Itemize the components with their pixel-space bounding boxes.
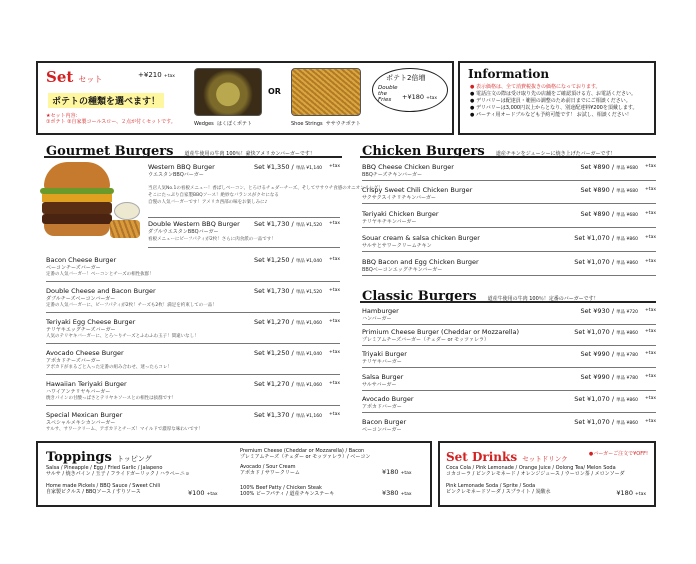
- drinks-line-1: Coca Cola / Pink Lemonade / Orange Juice / Oolong Tea/ Melon Soda コカコーラ / ピンクレモネード / オレンジジュース / ウーロン茶 / メロンソーダ: [446, 465, 625, 477]
- set-price: +¥210 +tax: [138, 71, 175, 79]
- double-fries-price: +¥180 +tax: [402, 93, 438, 101]
- toppings-group-1: Salsa / Pineapple / Egg / Fried Garlic / Jalapeno サルサ / 焼きパイン / 玉子 / フライドガーリック / ハラペーニョ: [46, 465, 190, 477]
- info-list: [470, 84, 637, 119]
- menu-item: Avocado Burger アボカドバーガー Set ¥1,070 / 単品 ¥860 +tax: [362, 395, 656, 411]
- info-box: [458, 61, 656, 135]
- menu-item: Western BBQ Burger ウエスタンBBQバーガー 当店人気No.1の看板メニュー！香ばしベーコン、とろけるチェダーチーズ、そしてササウチ食感のオニオンリング！ そこにたっぷり自家製BBQソース！絶妙なバランスがクセになる 自慢の人気バーガーです！アメリカ西部の味をお楽しみに♪ Set ¥1,350 / 単品 ¥1,140 +tax: [148, 163, 340, 216]
- gourmet-list-2: [148, 220, 340, 250]
- menu-item: Special Mexican Burger スペシャルメキシカンバーガー サルサ、サワークリーム、アボカドとチーズ！マイルドで濃厚な味わいです！ Set ¥1,370 / 単品 ¥1,160 +tax: [46, 411, 340, 432]
- menu-item: BBQ Bacon and Egg Chicken Burger BBQベーコンエッグチキンバーガー Set ¥1,070 / 単品 ¥860 +tax: [362, 258, 656, 274]
- gourmet-list-3: [46, 256, 340, 432]
- menu-item: Teriyaki Egg Cheese Burger テリヤキエッグチーズバーガー 人気のテリヤキバーガーに、とろ〜りチーズとふわふわ玉子！間違いなし！ Set ¥1,270 / 単品 ¥1,060 +tax: [46, 318, 340, 342]
- chicken-list: [362, 163, 656, 283]
- gourmet-list: [148, 163, 383, 223]
- double-fries-en: Double the Fries: [378, 85, 398, 103]
- drinks-price: ¥180 +tax: [616, 489, 646, 497]
- chicken-header: Chicken Burgers 道産チキンをジューシーに焼き上げたバーガーです！: [362, 144, 616, 159]
- toppings-title: Toppings トッピング: [46, 450, 152, 465]
- shoestrings-photo: [291, 68, 361, 116]
- set-prompt: ポテトの種類を選べます！: [48, 93, 164, 108]
- info-line: ● 電話注文の際は受け取り先の店舗をご確認頂ける方、お電話ください。: [470, 91, 636, 97]
- classic-header-rule: [360, 301, 656, 303]
- toppings-price-100: ¥100 +tax: [188, 489, 218, 497]
- toppings-group-3: Premium Cheese (Cheddar or Mozzarella) / Bacon プレミアムチーズ（チェダー or モッツァレラ）/ ベーコン: [240, 448, 371, 460]
- chicken-header-rule: [360, 156, 656, 158]
- info-line: ● デリバリーは3,000円以上からとなり、別途配達料¥200を頂戴します。: [470, 105, 638, 111]
- wedges-photo: [194, 68, 262, 116]
- gourmet-header-rule: [44, 156, 342, 158]
- menu-item: Avocado Cheese Burger アボカドチーズバーガー アボカドがまるごと入った定番の組み合わせ、迷ったらコレ！ Set ¥1,250 / 単品 ¥1,040 +tax: [46, 349, 340, 373]
- drinks-note: ●バーガーご注文で¥OFF!: [588, 451, 648, 457]
- menu-item: Triyaki Burger テリヤキバーガー Set ¥990 / 単品 ¥780 +tax: [362, 350, 656, 366]
- drinks-box: [438, 441, 656, 507]
- menu-item: BBQ Cheese Chicken Burger BBQチーズチキンバーガー Set ¥890 / 単品 ¥680 +tax: [362, 163, 656, 179]
- info-line: ● パーティ用オードブルなども予約可能です！ お試し、相談ください！: [470, 112, 632, 118]
- toppings-group-2: Home made Pickels / BBQ Sauce / Sweet Chili 自家製ピクルス / BBQソース / すりソース: [46, 483, 161, 495]
- info-line: ● 表示価格は、全て消費税抜きの価格になっております。: [470, 84, 601, 90]
- menu-item: Double Western BBQ Burger ダブルウエスタンBBQバーガー 看板メニューにビーフパティが2枚！さらに肉食派の一品です！ Set ¥1,730 / 単品 ¥1,520 +tax: [148, 220, 340, 246]
- menu-item: Salsa Burger サルサバーガー Set ¥990 / 単品 ¥780 +tax: [362, 373, 656, 389]
- toppings-price-380: ¥380 +tax: [382, 489, 412, 497]
- set-title: Set セット: [46, 68, 103, 86]
- toppings-box: [36, 441, 432, 507]
- menu-item: Primium Cheese Burger (Cheddar or Mozzarella) プレミアムチーズバーガー（チェダー or モッツァレラ） Set ¥1,070 / 単品 ¥860 +tax: [362, 328, 656, 344]
- toppings-group-4: Avocado / Sour Cream アボカド / サワークリーム: [240, 464, 300, 476]
- or-label: OR: [268, 87, 281, 96]
- menu-item: Hamburger ハンバーガー Set ¥930 / 単品 ¥720 +tax: [362, 307, 656, 323]
- classic-header: Classic Burgers 道産牛使用の牛肉 100％！定番のバーガーです！: [362, 289, 599, 304]
- menu-item: Bacon Cheese Burger ベーコンチーズバーガー 定番の人気バーガー！ベーコンとチーズの相性抜群！ Set ¥1,250 / 単品 ¥1,040 +tax: [46, 256, 340, 280]
- toppings-price-180: ¥180 +tax: [382, 468, 412, 476]
- classic-list: [362, 307, 656, 435]
- shoestrings-label: Shoe Strings ササウチポテト: [291, 121, 361, 127]
- menu-item: Crispy Sweet Chili Chicken Burger サクサクスイチリチキンバーガー Set ¥890 / 単品 ¥680 +tax: [362, 186, 656, 202]
- menu-item: Teriyaki Chicken Burger テリヤキチキンバーガー Set ¥890 / 単品 ¥680 +tax: [362, 210, 656, 226]
- drinks-title: Set Drinks セットドリンク: [446, 450, 568, 464]
- burger-photo: [36, 162, 142, 242]
- info-title: Information: [468, 67, 550, 81]
- menu-item: Bacon Burger ベーコンバーガー Set ¥1,070 / 単品 ¥860 +tax: [362, 418, 656, 433]
- set-box: [36, 61, 454, 135]
- gourmet-header: Gourmet Burgers 道産牛使用の牛肉 100％！豪快アメリカンバーガーです！: [46, 144, 315, 159]
- set-note: ★セット内容： ①ポテト ②自家製コールスロー、２点が付くセットです。: [46, 113, 176, 125]
- drinks-line-2: Pink Lemonade Soda / Sprite / Soda ピンクレモネードソーダ / スプライト / 炭酸水: [446, 483, 551, 495]
- menu-item: Souar cream & salsa chicken Burger サルサとサワークリームチキン Set ¥1,070 / 単品 ¥860 +tax: [362, 234, 656, 250]
- info-line: ● デリバリーは配達員・範囲の調整のため前日までにご相談ください。: [470, 98, 631, 104]
- toppings-group-5: 100% Beef Patty / Chicken Steak 100% ビーフパティ / 道産チキンステーキ: [240, 485, 335, 497]
- menu-item: Hawaiian Teriyaki Burger ハワイアンテリヤキバーガー 焼きパインの甘酸っぱさとテリヤキソースとの相性は抜群です！ Set ¥1,270 / 単品 ¥1,060 +tax: [46, 380, 340, 404]
- menu-item: Double Cheese and Bacon Burger ダブルチーズベーコンバーガー 定番の人気バーガーに、ビーフパティが2枚！チーズも2枚！満足を約束しての一品！ Set ¥1,730 / 単品 ¥1,520 +tax: [46, 287, 340, 311]
- wedges-label: Wedges はくぼくポテト: [194, 121, 252, 127]
- double-fries-jp: ポテト2倍増: [386, 74, 426, 82]
